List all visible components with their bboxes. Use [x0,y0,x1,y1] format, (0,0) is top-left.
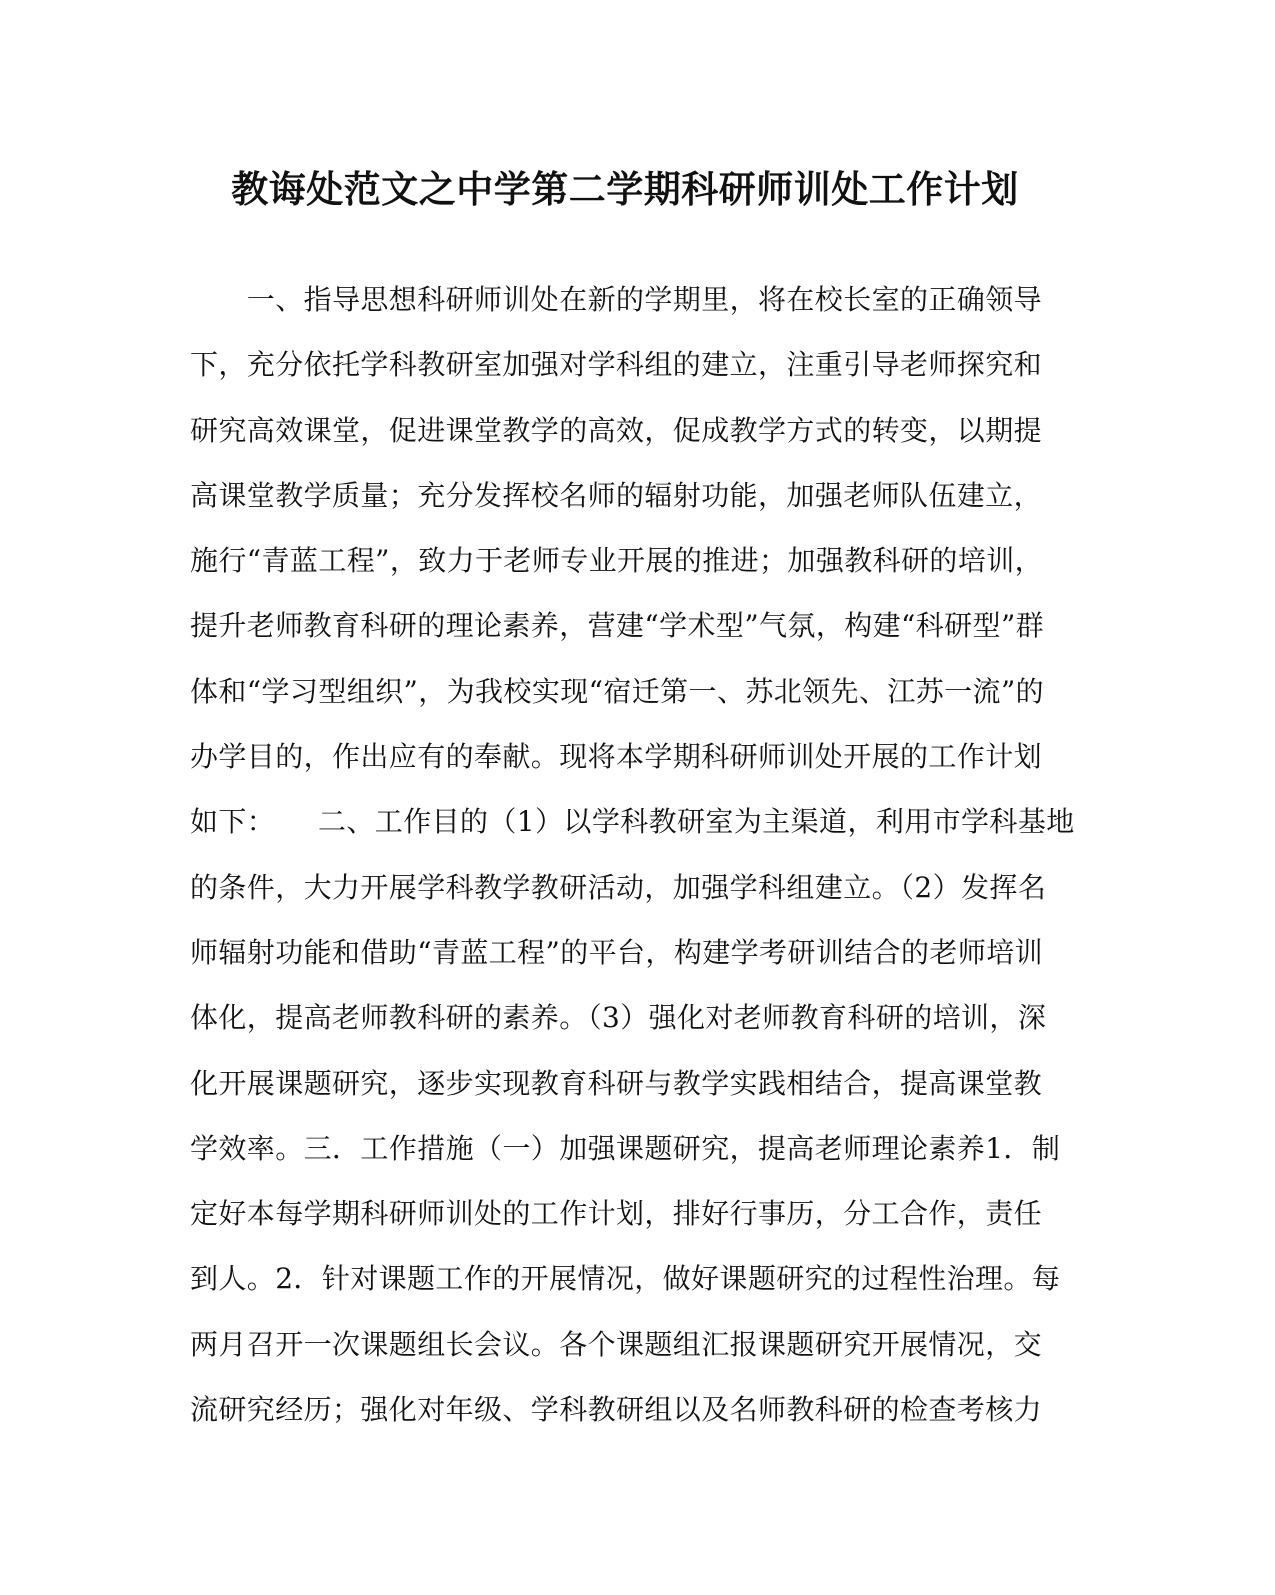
body-line-5: 施行“青蓝工程”，致力于老师专业开展的推进；加强教科研的培训， [190,544,1044,578]
body-line-8: 办学目的，作出应有的奉献。现将本学期科研师训处开展的工作计划 [190,740,1043,774]
body-line-13: 化开展课题研究，逐步实现教育科研与教学实践相结合，提高课堂教 [190,1066,1043,1100]
body-line-14: 学效率。三．工作措施（一）加强课题研究，提高老师理论素养1．制 [190,1131,1061,1165]
body-line-18: 流研究经历；强化对年级、学科教研组以及名师教科研的检查考核力 [190,1393,1043,1427]
body-line-3: 研究高效课堂，促进课堂教学的高效，促成教学方式的转变，以期提 [190,413,1043,447]
document-body [190,276,1080,1451]
body-line-7: 体和“学习型组织”，为我校实现“宿迁第一、苏北领先、江苏一流”的 [190,674,1045,708]
body-line-9: 如下： 二、工作目的（1）以学科教研室为主渠道，利用市学科基地 [190,805,1075,839]
body-line-4: 高课堂教学质量；充分发挥校名师的辐射功能，加强老师队伍建立， [190,478,1043,512]
body-line-1: 一、指导思想科研师训处在新的学期里，将在校长室的正确领导 [190,283,1043,316]
body-line-16: 到人。2．针对课题工作的开展情况，做好课题研究的过程性治理。每 [190,1262,1061,1296]
document-title: 教诲处范文之中学第二学期科研师训处工作计划 [231,168,1019,211]
body-line-11: 师辐射功能和借助“青蓝工程”的平台，构建学考研训结合的老师培训 [190,935,1044,969]
body-line-12: 体化，提高老师教科研的素养。（3）强化对老师教育科研的培训，深 [190,1001,1047,1035]
body-line-17: 两月召开一次课题组长会议。各个课题组汇报课题研究开展情况，交 [190,1327,1043,1361]
body-line-10: 的条件，大力开展学科教学教研活动，加强学科组建立。（2）发挥名 [190,870,1047,904]
body-line-6: 提升老师教育科研的理论素养，营建“学术型”气氛，构建“科研型”群 [190,609,1045,643]
body-line-2: 下，充分依托学科教研室加强对学科组的建立，注重引导老师探究和 [190,348,1043,382]
body-line-15: 定好本每学期科研师训处的工作计划，排好行事历，分工合作，责任 [190,1197,1043,1231]
